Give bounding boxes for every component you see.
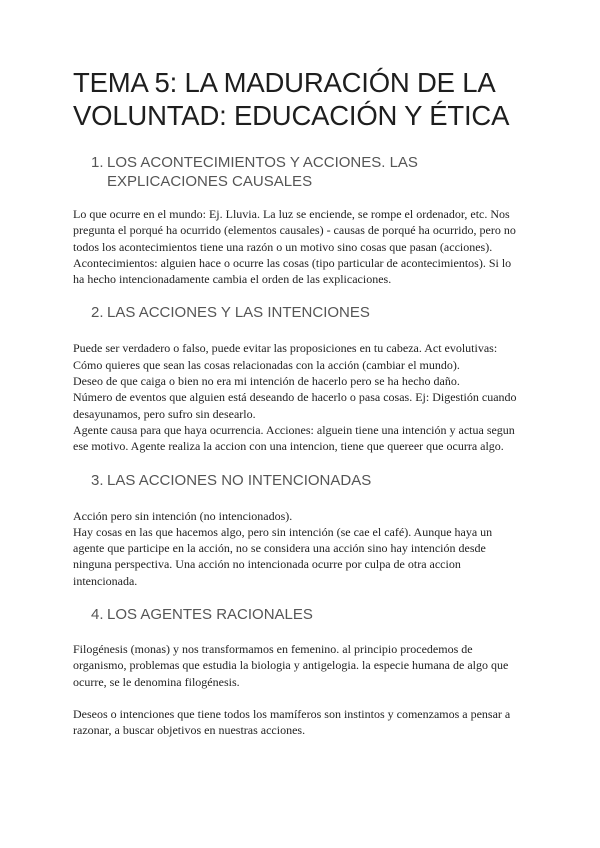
- text-line: Acción pero sin intención (no intencionados).: [73, 508, 293, 523]
- text-line: desayunamos, pero sufro sin desearlo.: [73, 406, 256, 421]
- page-title-line: TEMA 5: LA MADURACIÓN DE LA: [73, 67, 496, 98]
- section-number: 4.: [91, 606, 104, 624]
- text-line: ninguna perspectiva. Una acción no intencionada ocurre por culpa de otra accion: [73, 557, 461, 572]
- text-line: ese motivo. Agente realiza la accion con una intencion, tiene que quereer que ocurra algo.: [73, 439, 504, 454]
- section-heading-1: [73, 153, 526, 191]
- section-number: 3.: [91, 471, 104, 489]
- section-number: 1.: [91, 154, 104, 171]
- text-line: Número de eventos que alguien está deseando de hacerlo o pasa cosas. Ej: Digestión cuando: [73, 390, 517, 405]
- section-heading-text: LAS ACCIONES NO INTENCIONADAS: [107, 471, 372, 489]
- section-heading-text: LAS ACCIONES Y LAS INTENCIONES: [107, 304, 370, 322]
- section-2-paragraph: [73, 340, 526, 454]
- section-heading-3: [73, 471, 526, 490]
- section-1-paragraph: [73, 206, 526, 287]
- text-line: pregunta el porqué ha ocurrido (elementos causales) - causas de porqué ha ocurrido, pero no: [73, 223, 516, 238]
- section-4-paragraph-2: [73, 706, 526, 739]
- text-line: Lo que ocurre en el mundo: Ej. Lluvia. La luz se enciende, se rompe el ordenador, etc. Nos: [73, 207, 510, 221]
- section-number: 2.: [91, 304, 104, 322]
- text-line: agente que participe en la acción, no se considera una acción sino hay intención desde: [73, 541, 486, 556]
- section-heading-2: [73, 303, 526, 322]
- section-heading-line: LOS ACONTECIMIENTOS Y ACCIONES. LAS: [107, 154, 418, 171]
- page-title: [73, 66, 526, 132]
- text-line: Puede ser verdadero o falso, puede evitar las proposiciones en tu cabeza. Act evolutivas:: [73, 341, 498, 356]
- text-line: Cómo quieres que sean las cosas relacionadas con la acción (cambiar el mundo).: [73, 357, 460, 372]
- text-line: Agente causa para que haya ocurrencia. Acciones: alguein tiene una intención y actua segun: [73, 422, 515, 437]
- page-title-line: VOLUNTAD: EDUCACIÓN Y ÉTICA: [73, 100, 510, 131]
- section-3-paragraph: [73, 508, 526, 589]
- text-line: Filogénesis (monas) y nos transformamos en femenino. al principio procedemos de: [73, 642, 473, 657]
- text-line: todos los acontecimientos tiene una razón o un motivo sino cosas que pasan (acciones).: [73, 239, 493, 254]
- section-heading-text: LOS AGENTES RACIONALES: [107, 606, 313, 624]
- paragraph-gap: [73, 690, 526, 706]
- text-line: organismo, problemas que estudia la biologia y antigelogia. la especie humana de algo que: [73, 658, 509, 673]
- section-heading-line: EXPLICACIONES CAUSALES: [107, 173, 313, 190]
- text-line: Deseo de que caiga o bien no era mi intención de hacerlo pero se ha hecho daño.: [73, 374, 460, 389]
- text-line: ha hecho intencionadamente cambia el orden de las explicaciones.: [73, 272, 392, 287]
- section-4-paragraph: [73, 641, 526, 690]
- text-line: Deseos o intenciones que tiene todos los mamíferos son instintos y comenzamos a pensar a: [73, 706, 511, 721]
- text-line: Hay cosas en las que hacemos algo, pero sin intención (se cae el café). Aunque haya un: [73, 524, 493, 539]
- text-line: razonar, a buscar objetivos en nuestras acciones.: [73, 723, 306, 738]
- text-line: Acontecimientos: alguien hace o ocurre las cosas (tipo particular de acontecimientos). Si lo: [73, 255, 512, 270]
- text-line: ocurre, se le denomina filogénesis.: [73, 674, 240, 689]
- section-heading-4: [73, 605, 526, 624]
- text-line: intencionada.: [73, 573, 138, 588]
- section-heading-text: [107, 153, 526, 191]
